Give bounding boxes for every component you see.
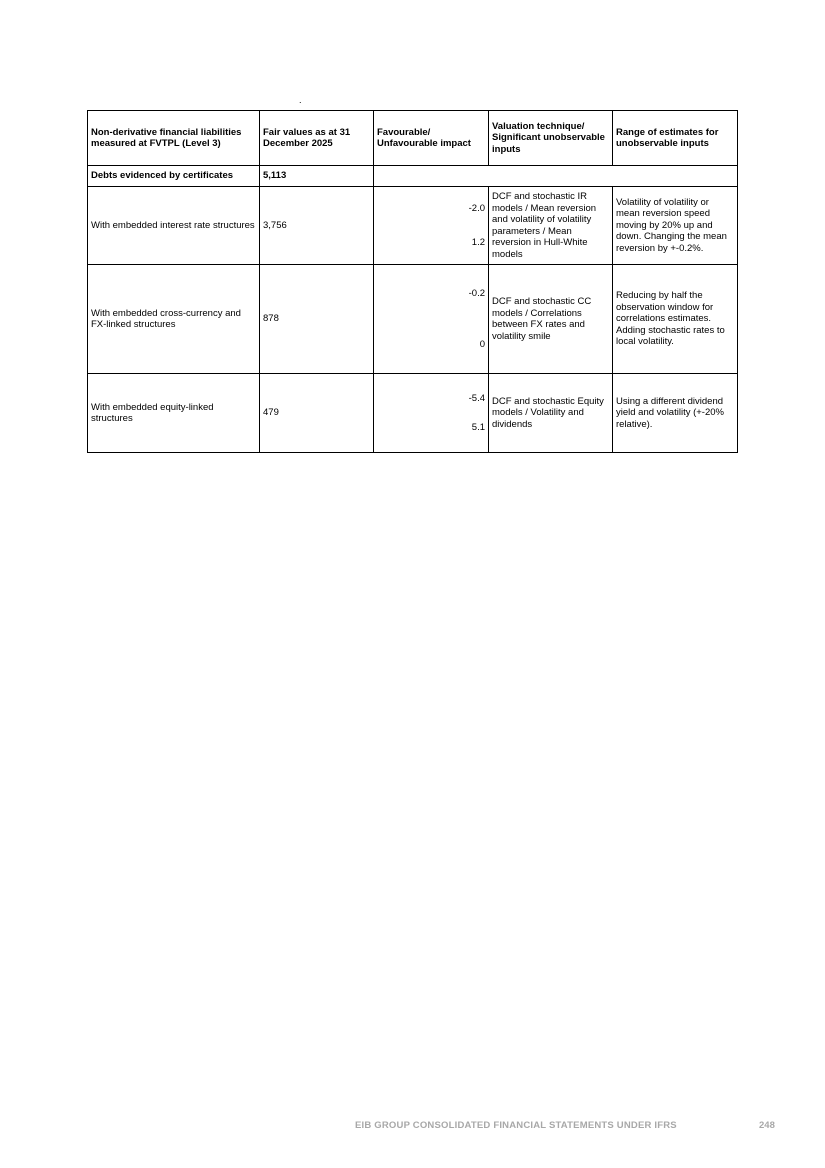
footer-title: EIB GROUP CONSOLIDATED FINANCIAL STATEMENTS UNDER IFRS bbox=[355, 1120, 677, 1131]
table-row bbox=[88, 374, 738, 453]
row-impact bbox=[374, 374, 489, 453]
subtotal-label: Debts evidenced by certificates bbox=[88, 166, 260, 187]
favourable-impact: -2.0 bbox=[468, 202, 485, 214]
row-value: 878 bbox=[260, 265, 374, 374]
fair-value-table bbox=[87, 110, 738, 453]
row-label: With embedded interest rate structures bbox=[88, 187, 260, 265]
row-range: Using a different dividend yield and volatility (+-20% relative). bbox=[613, 374, 738, 453]
subtotal-row bbox=[88, 166, 738, 187]
row-technique: DCF and stochastic IR models / Mean reversion and volatility of volatility parameters / Mean reversion in Hull-White models bbox=[489, 187, 613, 265]
unfavourable-impact: 1.2 bbox=[471, 237, 485, 248]
row-technique: DCF and stochastic CC models / Correlations between FX rates and volatility smile bbox=[489, 265, 613, 374]
header-technique: Valuation technique/ Significant unobservable inputs bbox=[489, 111, 613, 166]
row-value: 3,756 bbox=[260, 187, 374, 265]
favourable-impact: -5.4 bbox=[468, 393, 485, 404]
row-value: 479 bbox=[260, 374, 374, 453]
header-impact: Favourable/ Unfavourable impact bbox=[374, 111, 489, 166]
header-fair-values: Fair values as at 31 December 2025 bbox=[260, 111, 374, 166]
row-label: With embedded equity-linked structures bbox=[88, 374, 260, 453]
table-header-row bbox=[88, 111, 738, 166]
row-impact bbox=[374, 265, 489, 374]
unfavourable-impact: 5.1 bbox=[471, 421, 485, 433]
row-range: Reducing by half the observation window for correlations estimates. Adding stochastic rates to local volatility. bbox=[613, 265, 738, 374]
table-row bbox=[88, 265, 738, 374]
header-liabilities: Non-derivative financial liabilities measured at FVTPL (Level 3) bbox=[88, 111, 260, 166]
table-row bbox=[88, 187, 738, 265]
row-range: Volatility of volatility or mean reversion speed moving by 20% up and down. Changing the mean reversion by +-0.2%. bbox=[613, 187, 738, 265]
page-number: 248 bbox=[759, 1120, 775, 1131]
header-range: Range of estimates for unobservable inputs bbox=[613, 111, 738, 166]
row-impact bbox=[374, 187, 489, 265]
row-label: With embedded cross-currency and FX-linked structures bbox=[88, 265, 260, 374]
row-technique: DCF and stochastic Equity models / Volatility and dividends bbox=[489, 374, 613, 453]
stray-dot: . bbox=[299, 95, 302, 105]
unfavourable-impact: 0 bbox=[479, 338, 485, 350]
subtotal-empty bbox=[374, 166, 738, 187]
favourable-impact: -0.2 bbox=[468, 288, 485, 299]
subtotal-value: 5,113 bbox=[260, 166, 374, 187]
